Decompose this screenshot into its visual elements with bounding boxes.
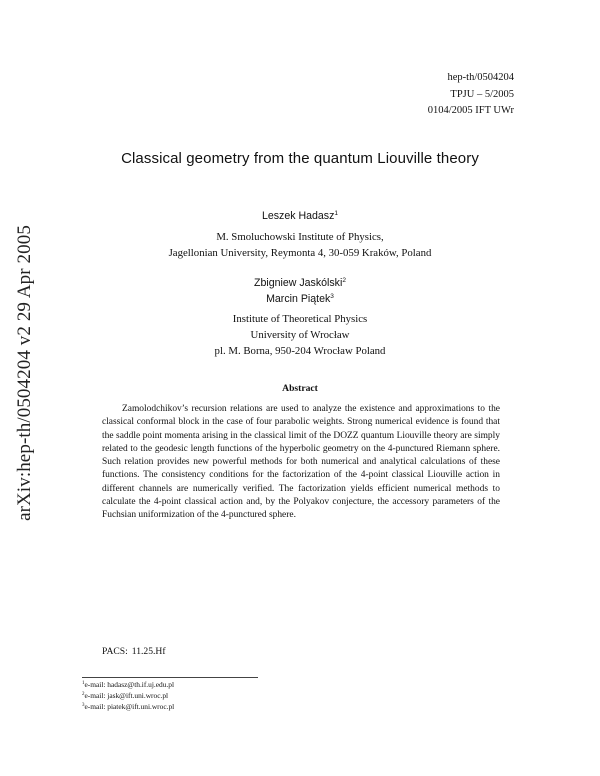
footnote-mark: 1 xyxy=(82,681,85,686)
author-name: Zbigniew Jaskólski$^2$ xyxy=(254,277,346,289)
author-block-2 xyxy=(0,275,600,359)
footnote-mark: 2 xyxy=(342,277,346,284)
footnote xyxy=(82,679,174,690)
footnote xyxy=(82,701,174,712)
report-identifiers xyxy=(428,70,514,120)
author-block-1 xyxy=(0,208,600,261)
footnote xyxy=(82,690,174,701)
abstract-heading: Abstract xyxy=(282,383,318,394)
pacs-line xyxy=(102,646,170,657)
author-name: Marcin Piątek$^3$ xyxy=(266,293,334,305)
report-id: hep-th/0504204 xyxy=(447,72,514,83)
affiliation-line: University of Wrocław xyxy=(250,329,350,341)
footnote-mark: 3 xyxy=(330,293,334,300)
pacs-value: 11.25.Hf xyxy=(131,646,166,657)
footnote-mark: 3 xyxy=(82,703,85,708)
pacs-label: PACS: xyxy=(102,646,128,657)
footnotes xyxy=(82,679,174,712)
report-id: 0104/2005 IFT UWr xyxy=(427,105,514,116)
footnote-mark: 1 xyxy=(334,210,339,217)
arxiv-side-label xyxy=(2,214,48,532)
affiliation-line: pl. M. Borna, 950-204 Wrocław Poland xyxy=(214,345,386,357)
affiliation-line: Jagellonian University, Reymonta 4, 30-059 Kraków, Poland xyxy=(168,247,432,259)
footnote-email: e-mail: piatek@ift.uni.wroc.pl xyxy=(84,702,175,711)
arxiv-identifier: arXiv:hep-th/0504204 v2 29 Apr 2005 xyxy=(14,225,36,521)
affiliation-line: Institute of Theoretical Physics xyxy=(232,313,368,325)
footnote-email: e-mail: jask@ift.uni.wroc.pl xyxy=(84,691,169,700)
report-id: TPJU – 5/2005 xyxy=(450,88,514,100)
footnote-email: e-mail: hadasz@th.if.uj.edu.pl xyxy=(84,680,175,689)
paper-title: Classical geometry from the quantum Liouville theory xyxy=(121,150,479,167)
affiliation-line: M. Smoluchowski Institute of Physics, xyxy=(216,231,384,243)
abstract-text: Zamolodchikov’s recursion relations are used to analyze the existence and approximations to the classical conformal block in the case of four parabolic weights. Strong numerical evidence is found that the saddle point momenta arising in the classical limit of the DOZZ quantum Liouville theory are simply related to the geodesic length functions of the hyperbolic geometry on the 4-punctured Riemann sphere. Such relation provides new powerful methods for both numerical and analytical calculations of these functions. The consistency conditions for the factorization of the 4-point classical Liouville action in different channels are numerically verified. The factorization yields efficient numerical methods to calculate the 4-point classical action and, by the Polyakov conjecture, the accessory parameters of the Fuchsian uniformization of the 4-punctured sphere. xyxy=(102,404,500,521)
author-name: Leszek Hadasz$^1$ xyxy=(261,210,339,222)
footnote-divider xyxy=(82,677,258,678)
footnote-mark: 2 xyxy=(82,692,85,697)
